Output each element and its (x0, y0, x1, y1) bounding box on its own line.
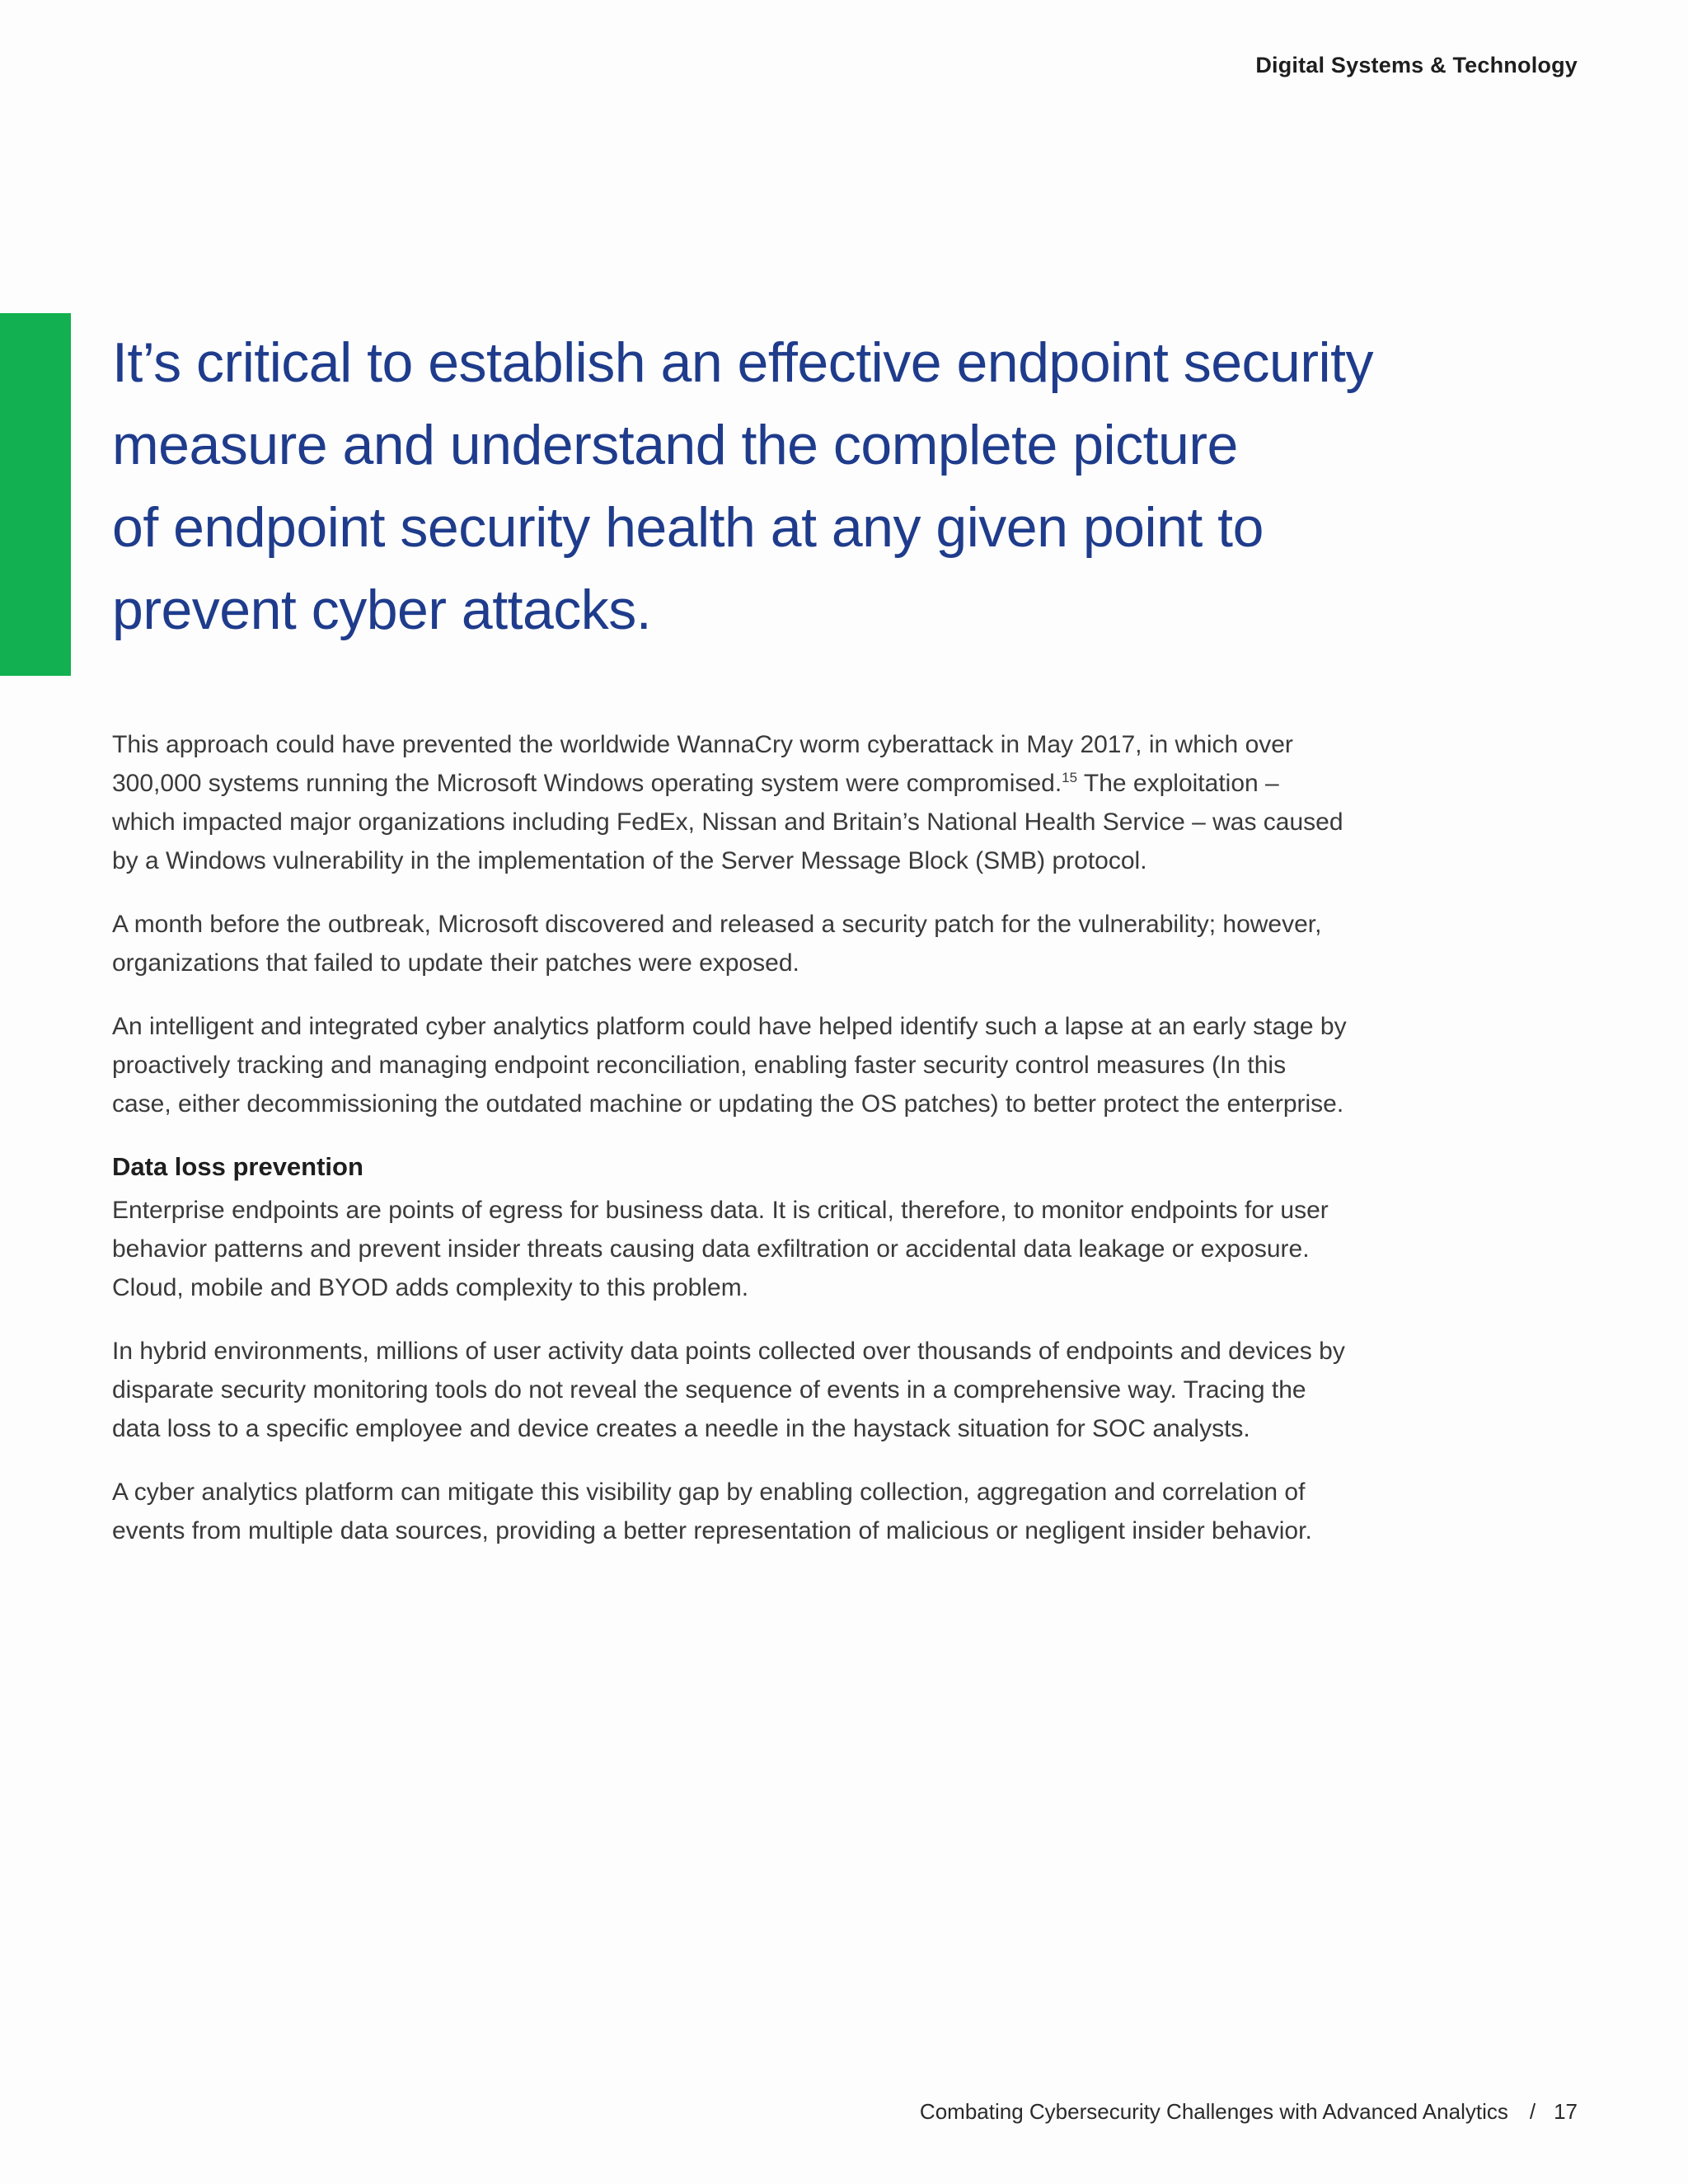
paragraph-wannacry (112, 725, 1348, 880)
footer-separator: / (1529, 2099, 1536, 2124)
subheading-data-loss-prevention: Data loss prevention (112, 1152, 363, 1181)
pull-quote-line: prevent cyber attacks. (112, 579, 652, 641)
accent-bar (0, 313, 71, 676)
section-label: Digital Systems & Technology (1255, 53, 1578, 77)
paragraph-endpoints-egress: Enterprise endpoints are points of egress for business data. It is critical, therefore, to monitor endpoints for user behavior patterns and prevent insider threats causing data exfiltration or accidental data leakage or exposure. Cloud, mobile and BYOD adds complexity to this problem. (112, 1197, 1329, 1301)
pull-quote-line: It’s critical to establish an effective endpoint security (112, 331, 1374, 394)
page-footer (920, 2099, 1578, 2125)
paragraph-visibility-gap: A cyber analytics platform can mitigate this visibility gap by enabling collection, aggregation and correlation of events from multiple data sources, providing a better representation of malicious or negligent insider behavior. (112, 1479, 1312, 1544)
pull-quote (112, 321, 1431, 651)
pull-quote-line: measure and understand the complete picture (112, 414, 1238, 476)
page-number: 17 (1554, 2099, 1578, 2124)
paragraph-patch: A month before the outbreak, Microsoft discovered and released a security patch for the vulnerability; however, organizations that failed to update their patches were exposed. (112, 911, 1322, 977)
paragraph-text: The exploitation – which impacted major organizations including FedEx, Nissan and Britain’s National Health Service – was caused by a Windows vulnerability in the implementation of the Server Message Block (SMB) protocol. (112, 770, 1343, 874)
paragraph-analytics-platform: An intelligent and integrated cyber analytics platform could have helped identify such a lapse at an early stage by proactively tracking and managing endpoint reconciliation, enabling faster security control measures (In this case, either decommissioning the outdated machine or updating the OS patches) to better protect the enterprise. (112, 1013, 1347, 1118)
body-copy (112, 725, 1348, 1575)
footer-document-title: Combating Cybersecurity Challenges with Advanced Analytics (919, 2099, 1508, 2124)
footnote-reference: 15 (1062, 770, 1078, 785)
paragraph-hybrid-environments: In hybrid environments, millions of user activity data points collected over thousands of endpoints and devices by disparate security monitoring tools do not reveal the sequence of events in a comprehensive way. Tracing the data loss to a specific employee and device creates a needle in the haystack situation for SOC analysts. (112, 1338, 1345, 1442)
pull-quote-line: of endpoint security health at any given point to (112, 496, 1264, 559)
paragraph-text: This approach could have prevented the worldwide WannaCry worm cyberattack in May 2017, in which over 300,000 systems running the Microsoft Windows operating system were compromised. (112, 731, 1293, 797)
